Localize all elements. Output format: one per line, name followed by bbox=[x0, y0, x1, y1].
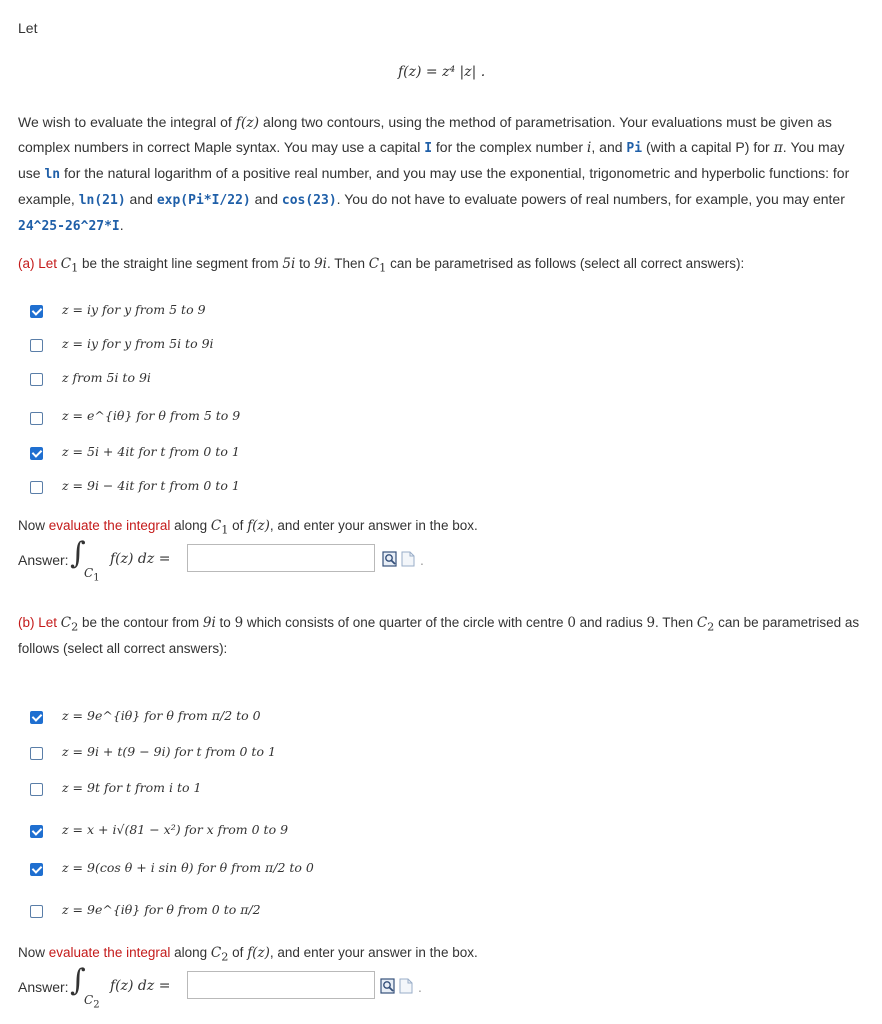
option-b5-label: z = 9(cos θ + i sin θ) for θ from π/2 to 0 bbox=[62, 860, 314, 875]
option-a1-checkbox[interactable] bbox=[30, 305, 43, 318]
preview-icon[interactable] bbox=[380, 978, 396, 994]
option-b6-checkbox[interactable] bbox=[30, 905, 43, 918]
option-a2-checkbox[interactable] bbox=[30, 339, 43, 352]
function-definition: f(z) = z⁴ |z| . bbox=[398, 64, 486, 80]
integral-subscript-a: $C_1$ bbox=[84, 566, 100, 584]
option-b5-checkbox[interactable] bbox=[30, 863, 43, 876]
option-b4-checkbox[interactable] bbox=[30, 825, 43, 838]
evaluate-integral-link-a[interactable]: evaluate the integral bbox=[48, 518, 171, 533]
option-b4-label: z = x + i√(81 − x²) for x from 0 to 9 bbox=[62, 822, 289, 837]
option-a4-label: z = e^{iθ} for θ from 5 to 9 bbox=[62, 408, 241, 423]
integrand-b: f(z) dz = bbox=[110, 978, 171, 994]
part-b-evaluate-text: Now evaluate the integral along $C_2$ of f(z), and enter your answer in the box. bbox=[18, 945, 478, 964]
option-b3-label: z = 9t for t from i to 1 bbox=[62, 780, 202, 795]
option-a4-checkbox[interactable] bbox=[30, 412, 43, 425]
integral-sign-a: ∫ bbox=[70, 536, 86, 571]
option-a3-label: z from 5i to 9i bbox=[62, 370, 151, 385]
option-b1-label: z = 9e^{iθ} for θ from π/2 to 0 bbox=[62, 708, 261, 723]
help-icon[interactable] bbox=[399, 978, 413, 994]
evaluate-integral-link-b[interactable]: evaluate the integral bbox=[48, 945, 171, 960]
option-a3-checkbox[interactable] bbox=[30, 373, 43, 386]
option-a5-checkbox[interactable] bbox=[30, 447, 43, 460]
preview-icon[interactable] bbox=[382, 551, 398, 567]
option-a6-checkbox[interactable] bbox=[30, 481, 43, 494]
part-b-heading: (b) Let $C_2$ be the contour from 9i to 9 which consists of one quarter of the circle with centre 0 and radius 9. Then $C_2$ can be parametrised as follows (select all correct answers): bbox=[18, 615, 860, 656]
option-b6-label: z = 9e^{iθ} for θ from 0 to π/2 bbox=[62, 902, 261, 917]
option-a1-label: z = iy for y from 5 to 9 bbox=[62, 302, 206, 317]
intro-let: Let bbox=[18, 20, 38, 36]
trailing-dot-b: . bbox=[418, 979, 422, 995]
integral-sign-b: ∫ bbox=[70, 963, 86, 998]
trailing-dot-a: . bbox=[420, 552, 424, 568]
integral-subscript-b: $C_2$ bbox=[84, 993, 100, 1011]
part-a-evaluate-text: Now evaluate the integral along $C_1$ of f(z), and enter your answer in the box. bbox=[18, 518, 478, 537]
answer-a-label: Answer: bbox=[18, 552, 69, 568]
option-b3-checkbox[interactable] bbox=[30, 783, 43, 796]
option-b2-checkbox[interactable] bbox=[30, 747, 43, 760]
option-a2-label: z = iy for y from 5i to 9i bbox=[62, 336, 214, 351]
help-icon[interactable] bbox=[401, 551, 415, 567]
answer-a-input[interactable] bbox=[187, 544, 375, 572]
option-b1-checkbox[interactable] bbox=[30, 711, 43, 724]
part-a-heading: (a) Let $C_1$ be the straight line segment from 5i to 9i. Then $C_1$ can be parametrised as follows (select all correct answers): bbox=[18, 256, 745, 275]
option-b2-label: z = 9i + t(9 − 9i) for t from 0 to 1 bbox=[62, 744, 276, 759]
option-a5-label: z = 5i + 4it for t from 0 to 1 bbox=[62, 444, 240, 459]
integrand-a: f(z) dz = bbox=[110, 551, 171, 567]
option-a6-label: z = 9i − 4it for t from 0 to 1 bbox=[62, 478, 240, 493]
instructions-paragraph: We wish to evaluate the integral of f(z) along two contours, using the method of parametrisation. Your evaluations must be given as complex numbers in correct Maple syntax. You may use a capital I for the complex number i, and Pi (with a capital P) for π. You may use ln for the natural logarithm of a positive real number, and you may use the exponential, trigonometric and hyperbolic functions: for example, ln(21) and exp(Pi*I/22) and cos(23). You do not have to evaluate powers of real numbers, for example, you may enter 24^25-26^27*I. bbox=[18, 114, 850, 234]
answer-b-label: Answer: bbox=[18, 979, 69, 995]
answer-b-input[interactable] bbox=[187, 971, 375, 999]
